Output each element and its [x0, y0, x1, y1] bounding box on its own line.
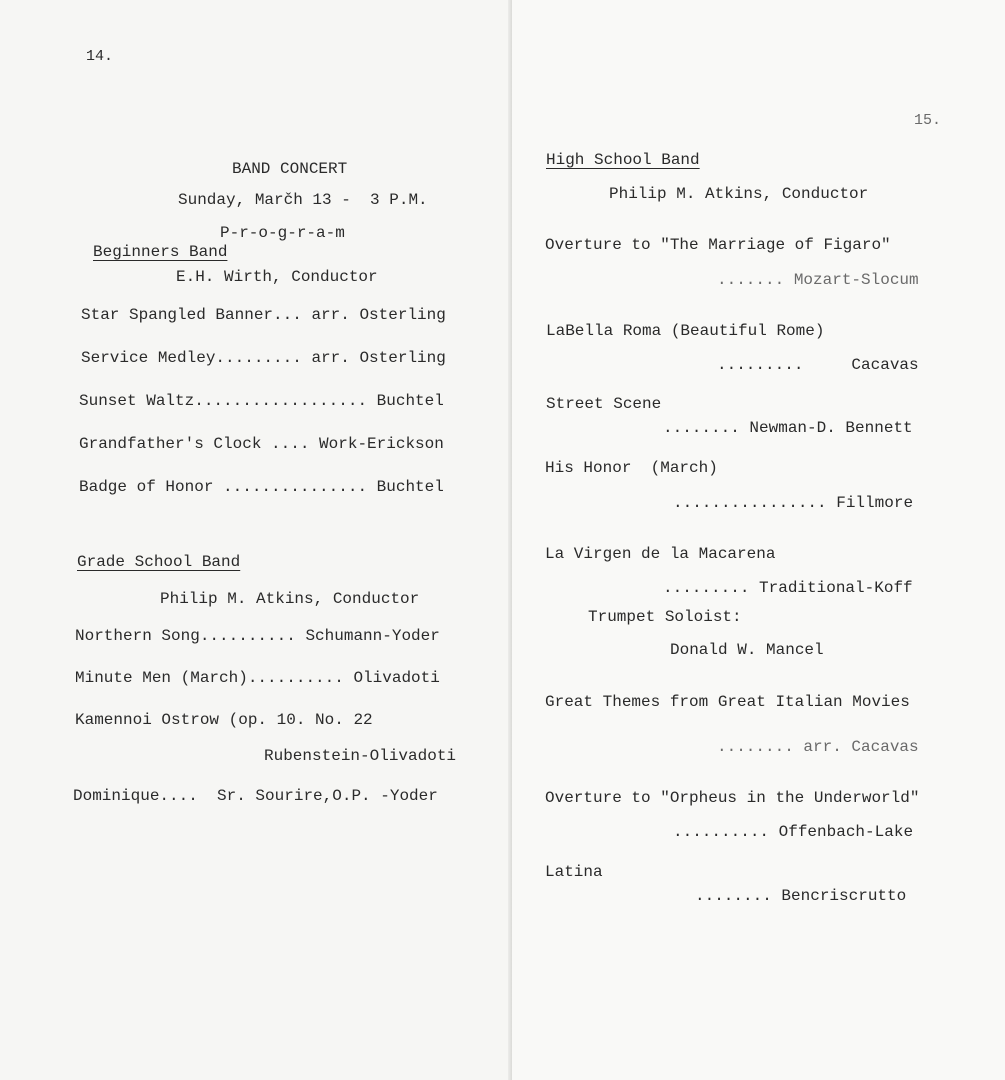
program-label: P-r-o-g-r-a-m [220, 224, 345, 242]
program-item: Service Medley......... arr. Osterling [81, 349, 446, 367]
program-item-composer: ......... Cacavas [717, 356, 919, 374]
program-item-composer: ................ Fillmore [673, 494, 914, 512]
program-item-title: Overture to "Orpheus in the Underworld" [545, 789, 920, 807]
program-item-composer: ....... Mozart-Slocum [717, 271, 919, 289]
program-item-composer: ......... Traditional-Koff [663, 579, 913, 597]
program-item-composer: ........ arr. Cacavas [717, 738, 919, 756]
high-school-band-heading: High School Band [546, 151, 700, 169]
program-item: Minute Men (March).......... Olivadoti [75, 669, 440, 687]
grade-school-band-conductor: Philip M. Atkins, Conductor [160, 590, 420, 608]
program-item: Grandfather's Clock .... Work-Erickson [79, 435, 444, 453]
program-item-composer: ........ Newman-D. Bennett [663, 419, 913, 437]
program-item-title: La Virgen de la Macarena [545, 545, 776, 563]
page-number: 15. [914, 112, 942, 129]
program-item-title: Overture to "The Marriage of Figaro" [545, 236, 891, 254]
program-item-composer: Rubenstein-Olivadoti [264, 747, 457, 765]
program-item-composer: ........ Bencriscrutto [695, 887, 907, 905]
program-item-composer: .......... Offenbach-Lake [673, 823, 914, 841]
program-item: Northern Song.......... Schumann-Yoder [75, 627, 440, 645]
concert-title: BAND CONCERT [232, 160, 348, 178]
program-item: Star Spangled Banner... arr. Osterling [81, 306, 446, 324]
program-item-title: His Honor (March) [545, 459, 718, 477]
beginners-band-conductor: E.H. Wirth, Conductor [176, 268, 378, 286]
program-item: Sunset Waltz.................. Buchtel [79, 392, 444, 410]
concert-date: Sunday, Marčh 13 - 3 P.M. [178, 191, 428, 209]
program-item-title: LaBella Roma (Beautiful Rome) [546, 322, 825, 340]
page-number: 14. [86, 48, 114, 65]
soloist-name: Donald W. Mancel [670, 641, 824, 659]
grade-school-band-heading: Grade School Band [77, 553, 241, 571]
page-15 [512, 0, 1005, 1080]
program-item-title: Latina [545, 863, 603, 881]
soloist-label: Trumpet Soloist: [588, 608, 742, 626]
beginners-band-heading: Beginners Band [93, 243, 228, 261]
program-item: Dominique.... Sr. Sourire,O.P. -Yoder [73, 787, 438, 805]
program-item: Kamennoi Ostrow (op. 10. No. 22 [75, 711, 373, 729]
high-school-band-conductor: Philip M. Atkins, Conductor [609, 185, 869, 203]
program-item-title: Great Themes from Great Italian Movies [545, 693, 910, 711]
program-item: Badge of Honor ............... Buchtel [79, 478, 444, 496]
program-item-title: Street Scene [546, 395, 662, 413]
